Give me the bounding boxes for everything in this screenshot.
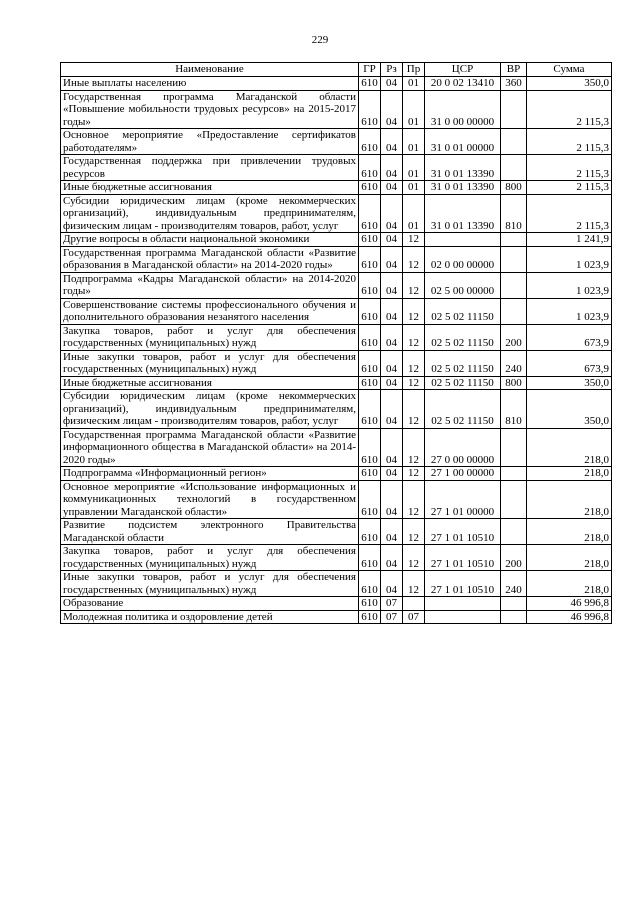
row-sum: 2 115,3: [527, 155, 612, 181]
row-sum: 2 115,3: [527, 90, 612, 129]
row-csr: 02 5 02 11150: [425, 350, 501, 376]
row-rz: 04: [381, 390, 403, 429]
row-sum: 1 023,9: [527, 246, 612, 272]
row-rz: 04: [381, 350, 403, 376]
row-name: Подпрограмма «Информационный регион»: [61, 467, 359, 481]
row-vr: 800: [501, 376, 527, 390]
row-sum: 673,9: [527, 350, 612, 376]
row-vr: 240: [501, 350, 527, 376]
row-vr: 240: [501, 571, 527, 597]
row-vr: [501, 155, 527, 181]
row-gr: 610: [359, 467, 381, 481]
table-row: [61, 272, 612, 298]
row-csr: 02 5 02 11150: [425, 298, 501, 324]
row-rz: 04: [381, 90, 403, 129]
row-pr: [403, 597, 425, 611]
row-vr: 800: [501, 181, 527, 195]
row-vr: [501, 610, 527, 624]
row-name: Подпрограмма «Кадры Магаданской области» на 2014-2020 годы»: [61, 272, 359, 298]
row-vr: [501, 428, 527, 467]
row-sum: 218,0: [527, 519, 612, 545]
row-gr: 610: [359, 610, 381, 624]
row-gr: 610: [359, 194, 381, 233]
row-sum: 218,0: [527, 571, 612, 597]
page-number: 229: [311, 34, 329, 46]
table-row: [61, 90, 612, 129]
row-csr: 27 1 01 00000: [425, 480, 501, 519]
row-csr: 02 5 02 11150: [425, 390, 501, 429]
row-sum: 350,0: [527, 390, 612, 429]
row-rz: 04: [381, 324, 403, 350]
row-vr: [501, 233, 527, 247]
row-gr: 610: [359, 90, 381, 129]
row-pr: 12: [403, 324, 425, 350]
row-csr: [425, 597, 501, 611]
row-name: Совершенствование системы профессионального обучения и дополнительного образования незанятого населения: [61, 298, 359, 324]
row-pr: 12: [403, 272, 425, 298]
table-row: [61, 545, 612, 571]
table-row: [61, 428, 612, 467]
row-rz: 04: [381, 571, 403, 597]
row-name: Иные выплаты населению: [61, 77, 359, 91]
row-rz: 04: [381, 155, 403, 181]
row-name: Молодежная политика и оздоровление детей: [61, 610, 359, 624]
row-pr: 01: [403, 194, 425, 233]
row-name: Субсидии юридическим лицам (кроме некоммерческих организаций), индивидуальным предпринимателям, физическим лицам - производителям товаров, работ, услуг: [61, 390, 359, 429]
table-row: [61, 155, 612, 181]
row-csr: 31 0 01 13390: [425, 181, 501, 195]
row-sum: 2 115,3: [527, 194, 612, 233]
row-vr: 810: [501, 390, 527, 429]
row-name: Государственная программа Магаданской области «Повышение мобильности трудовых ресурсов» на 2015-2017 годы»: [61, 90, 359, 129]
row-csr: 27 1 01 10510: [425, 545, 501, 571]
row-csr: 02 5 00 00000: [425, 272, 501, 298]
row-pr: 01: [403, 90, 425, 129]
row-gr: 610: [359, 272, 381, 298]
row-csr: 02 5 02 11150: [425, 376, 501, 390]
row-rz: 04: [381, 467, 403, 481]
row-gr: 610: [359, 350, 381, 376]
table-header-row: [61, 63, 612, 77]
row-rz: 04: [381, 233, 403, 247]
row-sum: 1 023,9: [527, 272, 612, 298]
row-gr: 610: [359, 246, 381, 272]
header-name: Наименование: [61, 63, 359, 77]
row-pr: 01: [403, 181, 425, 195]
header-rz: Рз: [381, 63, 403, 77]
row-rz: 04: [381, 480, 403, 519]
table-row: [61, 571, 612, 597]
row-pr: 01: [403, 155, 425, 181]
table-row: [61, 246, 612, 272]
row-name: Основное мероприятие «Использование информационных и коммуникационных технологий в государственном управлении Магаданской области»: [61, 480, 359, 519]
row-rz: 04: [381, 194, 403, 233]
row-rz: 04: [381, 272, 403, 298]
budget-table: [60, 62, 612, 624]
table-row: [61, 129, 612, 155]
row-gr: 610: [359, 155, 381, 181]
table-row: [61, 194, 612, 233]
table-row: [61, 480, 612, 519]
table-row: [61, 233, 612, 247]
row-vr: 200: [501, 324, 527, 350]
table-row: [61, 350, 612, 376]
row-csr: 02 0 00 00000: [425, 246, 501, 272]
row-vr: [501, 480, 527, 519]
row-name: Другие вопросы в области национальной экономики: [61, 233, 359, 247]
row-sum: 218,0: [527, 545, 612, 571]
row-name: Основное мероприятие «Предоставление сертификатов работодателям»: [61, 129, 359, 155]
row-name: Субсидии юридическим лицам (кроме некоммерческих организаций), индивидуальным предпринимателям, физическим лицам - производителям товаров, работ, услуг: [61, 194, 359, 233]
row-csr: [425, 233, 501, 247]
row-name: Закупка товаров, работ и услуг для обеспечения государственных (муниципальных) нужд: [61, 324, 359, 350]
row-rz: 04: [381, 77, 403, 91]
row-rz: 04: [381, 519, 403, 545]
row-csr: [425, 610, 501, 624]
row-rz: 04: [381, 298, 403, 324]
row-gr: 610: [359, 480, 381, 519]
row-gr: 610: [359, 597, 381, 611]
row-rz: 04: [381, 545, 403, 571]
row-pr: 12: [403, 480, 425, 519]
table-row: [61, 77, 612, 91]
row-rz: 04: [381, 129, 403, 155]
row-pr: 12: [403, 519, 425, 545]
row-sum: 46 996,8: [527, 597, 612, 611]
row-pr: 12: [403, 246, 425, 272]
row-csr: 31 0 00 00000: [425, 90, 501, 129]
row-gr: 610: [359, 376, 381, 390]
row-name: Развитие подсистем электронного Правительства Магаданской области: [61, 519, 359, 545]
row-vr: [501, 467, 527, 481]
row-vr: 360: [501, 77, 527, 91]
table-row: [61, 181, 612, 195]
row-gr: 610: [359, 324, 381, 350]
header-gr: ГР: [359, 63, 381, 77]
row-name: Иные бюджетные ассигнования: [61, 181, 359, 195]
table-row: [61, 519, 612, 545]
row-sum: 218,0: [527, 428, 612, 467]
row-gr: 610: [359, 390, 381, 429]
row-gr: 610: [359, 129, 381, 155]
header-sum: Сумма: [527, 63, 612, 77]
row-pr: 12: [403, 545, 425, 571]
row-csr: 27 1 01 10510: [425, 519, 501, 545]
table-row: [61, 298, 612, 324]
row-rz: 07: [381, 610, 403, 624]
row-sum: 350,0: [527, 77, 612, 91]
header-vr: ВР: [501, 63, 527, 77]
row-sum: 673,9: [527, 324, 612, 350]
row-rz: 04: [381, 181, 403, 195]
row-pr: 12: [403, 571, 425, 597]
row-gr: 610: [359, 233, 381, 247]
row-sum: 2 115,3: [527, 129, 612, 155]
row-pr: 12: [403, 298, 425, 324]
row-csr: 31 0 01 13390: [425, 194, 501, 233]
row-gr: 610: [359, 77, 381, 91]
row-vr: [501, 298, 527, 324]
row-name: Государственная программа Магаданской области «Развитие информационного общества в Магаданской области» на 2014-2020 годы»: [61, 428, 359, 467]
row-csr: 02 5 02 11150: [425, 324, 501, 350]
row-sum: 2 115,3: [527, 181, 612, 195]
table-row: [61, 597, 612, 611]
table-body: [61, 77, 612, 624]
row-csr: 31 0 01 13390: [425, 155, 501, 181]
row-vr: [501, 129, 527, 155]
row-sum: 218,0: [527, 467, 612, 481]
table-row: [61, 610, 612, 624]
row-name: Государственная поддержка при привлечении трудовых ресурсов: [61, 155, 359, 181]
row-name: Иные закупки товаров, работ и услуг для обеспечения государственных (муниципальных) нужд: [61, 350, 359, 376]
row-pr: 07: [403, 610, 425, 624]
row-gr: 610: [359, 298, 381, 324]
row-vr: [501, 597, 527, 611]
table-row: [61, 390, 612, 429]
row-pr: 12: [403, 428, 425, 467]
row-pr: 01: [403, 129, 425, 155]
row-vr: [501, 519, 527, 545]
row-pr: 12: [403, 376, 425, 390]
row-csr: 27 1 01 10510: [425, 571, 501, 597]
row-sum: 46 996,8: [527, 610, 612, 624]
row-name: Иные закупки товаров, работ и услуг для обеспечения государственных (муниципальных) нужд: [61, 571, 359, 597]
row-pr: 12: [403, 350, 425, 376]
row-vr: [501, 272, 527, 298]
row-rz: 04: [381, 246, 403, 272]
row-pr: 12: [403, 233, 425, 247]
row-csr: 27 0 00 00000: [425, 428, 501, 467]
row-gr: 610: [359, 571, 381, 597]
table-row: [61, 376, 612, 390]
row-vr: [501, 246, 527, 272]
row-rz: 07: [381, 597, 403, 611]
row-rz: 04: [381, 376, 403, 390]
row-name: Государственная программа Магаданской области «Развитие образования в Магаданской области» на 2014-2020 годы»: [61, 246, 359, 272]
header-pr: Пр: [403, 63, 425, 77]
row-name: Иные бюджетные ассигнования: [61, 376, 359, 390]
row-sum: 1 241,9: [527, 233, 612, 247]
row-gr: 610: [359, 545, 381, 571]
row-vr: 200: [501, 545, 527, 571]
row-gr: 610: [359, 181, 381, 195]
row-pr: 12: [403, 390, 425, 429]
row-pr: 01: [403, 77, 425, 91]
row-sum: 350,0: [527, 376, 612, 390]
row-sum: 218,0: [527, 480, 612, 519]
row-vr: 810: [501, 194, 527, 233]
row-name: Закупка товаров, работ и услуг для обеспечения государственных (муниципальных) нужд: [61, 545, 359, 571]
row-sum: 1 023,9: [527, 298, 612, 324]
row-csr: 31 0 01 00000: [425, 129, 501, 155]
row-pr: 12: [403, 467, 425, 481]
row-gr: 610: [359, 428, 381, 467]
header-csr: ЦСР: [425, 63, 501, 77]
table-row: [61, 467, 612, 481]
row-gr: 610: [359, 519, 381, 545]
row-vr: [501, 90, 527, 129]
table-row: [61, 324, 612, 350]
row-csr: 20 0 02 13410: [425, 77, 501, 91]
row-csr: 27 1 00 00000: [425, 467, 501, 481]
row-name: Образование: [61, 597, 359, 611]
row-rz: 04: [381, 428, 403, 467]
